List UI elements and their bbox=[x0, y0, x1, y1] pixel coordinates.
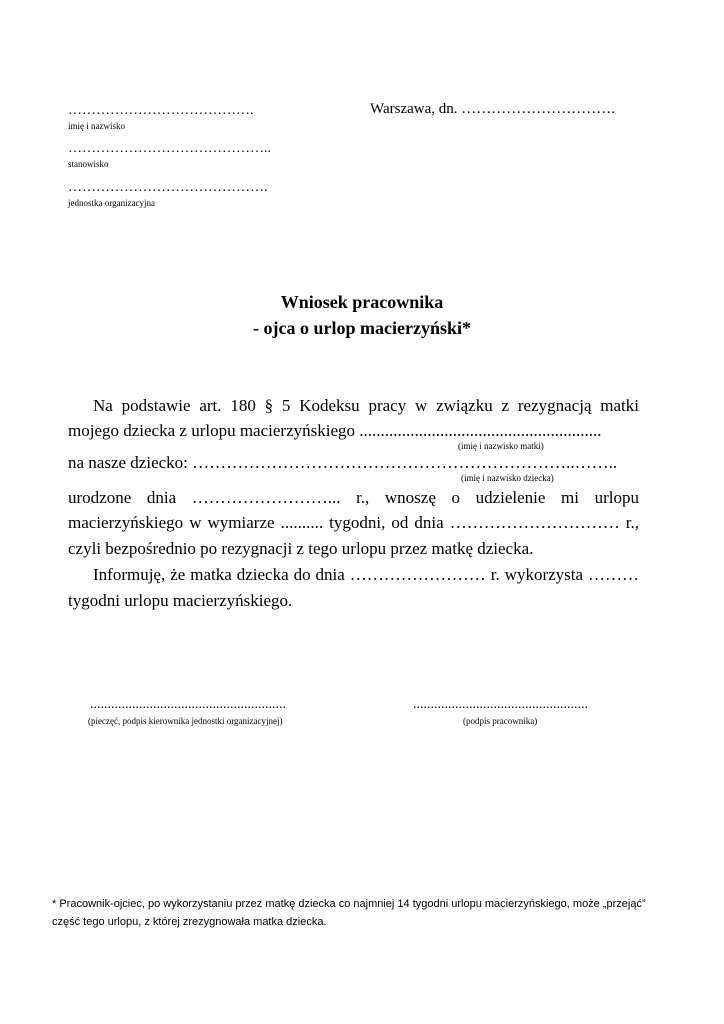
body-line-3: na nasze dziecko: …………………………………………………………..…….. bbox=[68, 453, 618, 472]
signature-right-caption: (podpis pracownika) bbox=[463, 716, 538, 726]
body-line-2: mojego dziecka z urlopu macierzyńskiego ......................................................... bbox=[68, 421, 602, 440]
body-line-1: Na podstawie art. 180 § 5 Kodeksu pracy w związku z rezygnacją matki bbox=[93, 396, 639, 415]
position-caption: stanowisko bbox=[68, 159, 109, 169]
footnote-line-1: * Pracownik-ojciec, po wykorzystaniu przez matkę dziecka co najmniej 14 tygodni urlopu macierzyńskiego, może „przejąć” bbox=[52, 898, 646, 910]
document-title-line2: - ojca o urlop macierzyński* bbox=[253, 318, 471, 338]
unit-caption: jednostka organizacyjna bbox=[68, 198, 156, 208]
body-line-6: czyli bezpośrednio po rezygnacji z tego urlopu przez matkę dziecka. bbox=[68, 539, 534, 558]
signature-left-dots: ........................................................ bbox=[90, 697, 286, 712]
body-line-5: macierzyńskiego w wymiarze .......... tygodni, od dnia ………………………… r., bbox=[68, 513, 639, 532]
document-title-line1: Wniosek pracownika bbox=[280, 292, 444, 312]
name-field-dots: …………………………………. bbox=[68, 103, 254, 118]
name-caption: imię i nazwisko bbox=[68, 121, 125, 131]
position-field-dots: …………………………………….. bbox=[68, 141, 271, 156]
unit-field-dots: ……………………………………. bbox=[68, 180, 268, 195]
caption-child-name: (imię i nazwisko dziecka) bbox=[461, 473, 554, 483]
footnote-line-2: część tego urlopu, z której zrezygnowała matka dziecka. bbox=[52, 916, 327, 928]
body-line-8: tygodni urlopu macierzyńskiego. bbox=[68, 591, 293, 610]
signature-right-dots: .................................................. bbox=[413, 697, 588, 712]
caption-mother-name: (imię i nazwisko matki) bbox=[458, 441, 544, 451]
place-date: Warszawa, dn. …………………………. bbox=[370, 101, 616, 117]
signature-left-caption: (pieczęć, podpis kierownika jednostki organizacyjnej) bbox=[88, 716, 283, 726]
body-line-4: urodzone dnia ……………………... r., wnoszę o udzielenie mi urlopu bbox=[68, 488, 639, 507]
body-line-7: Informuję, że matka dziecka do dnia …………………… r. wykorzysta ……… bbox=[93, 565, 639, 584]
